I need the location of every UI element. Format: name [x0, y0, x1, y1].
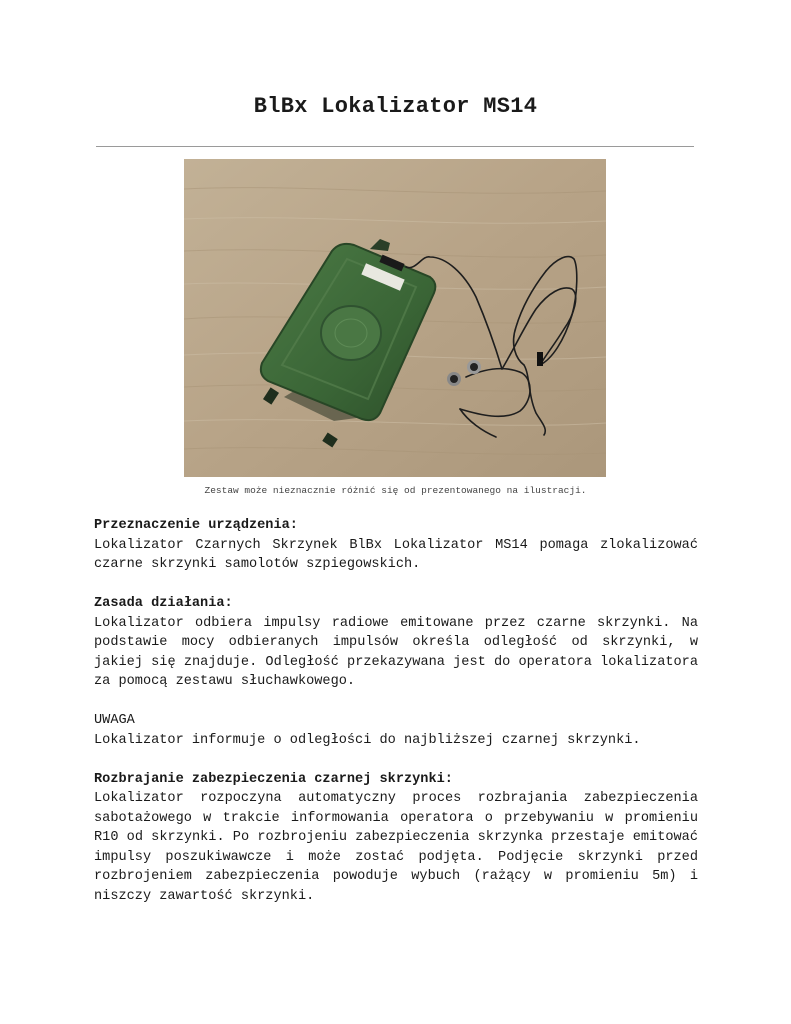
section-operation [94, 594, 698, 692]
document-body [94, 516, 698, 926]
section-text: Lokalizator Czarnych Skrzynek BlBx Lokalizator MS14 pomaga zlokalizować czarne skrzynki samolotów szpiegowskich. [94, 537, 698, 572]
section-disarming [94, 770, 698, 907]
section-text: Lokalizator odbiera impulsy radiowe emitowane przez czarne skrzynki. Na podstawie mocy odbieranych impulsów określa odległość od skrzynki, w jakiej się znajduje. Odległość przekazywana jest do operatora lokalizatora za pomocą zestawu słuchawkowego. [94, 615, 698, 689]
title-divider [96, 146, 694, 147]
section-text: Lokalizator informuje o odległości do najbliższej czarnej skrzynki. [94, 732, 641, 748]
product-photo [184, 159, 606, 477]
section-purpose [94, 516, 698, 575]
warning-label: UWAGA [94, 713, 135, 728]
section-heading: Rozbrajanie zabezpieczenia czarnej skrzynki: [94, 771, 453, 787]
section-text: Lokalizator rozpoczyna automatyczny proces rozbrajania zabezpieczenia sabotażowego w trakcie informowania operatora o przebywaniu w promieniu R10 od skrzynki. Po rozbrojeniu zabezpieczenia skrzynka przestaje emitować impulsy poszukiwawcze i może zostać podjęta. Podjęcie skrzynki przed rozbrojeniem zabezpieczenia powoduje wybuch (rażący w promieniu 5m) i niszczy zawartość skrzynki. [94, 791, 698, 904]
photo-caption: Zestaw może nieznacznie różnić się od prezentowanego na ilustracji. [204, 485, 587, 496]
section-heading: Przeznaczenie urządzenia: [94, 518, 298, 533]
section-heading: Zasada działania: [94, 596, 233, 611]
section-warning [94, 711, 698, 750]
page-title: BlBx Lokalizator MS14 [253, 94, 538, 119]
